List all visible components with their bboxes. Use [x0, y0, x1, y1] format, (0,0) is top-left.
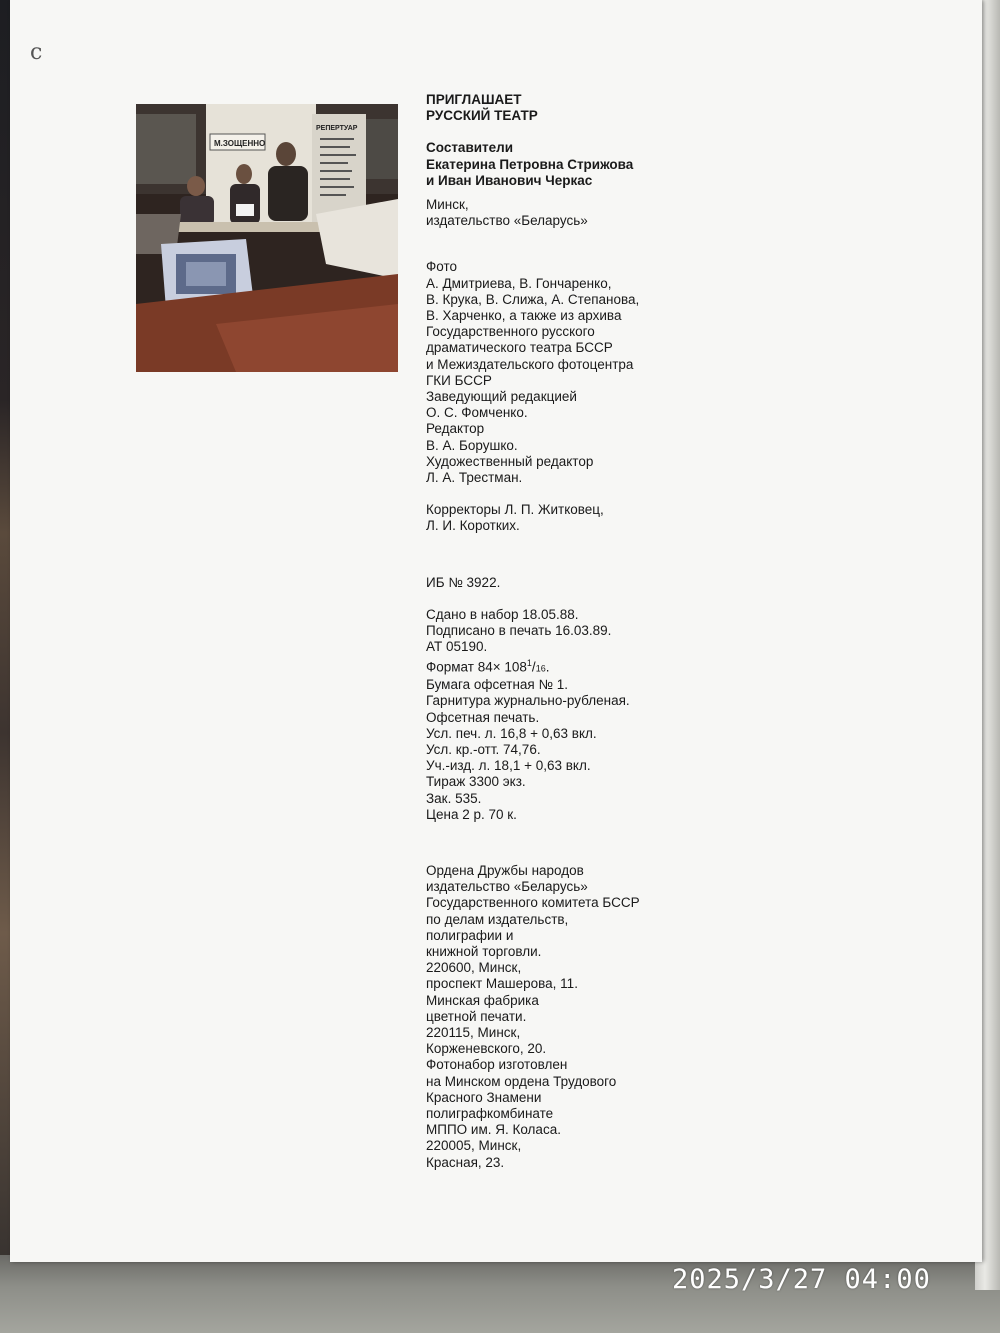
credit-line: В. Харченко, а также из архива: [426, 308, 622, 324]
format-slash: /: [531, 659, 536, 675]
credit-line: А. Дмитриева, В. Гончаренко,: [426, 275, 612, 291]
ib-number: ИБ № 3922.: [426, 574, 501, 590]
imprint-line: проспект Машерова, 11.: [426, 976, 578, 992]
compilers-heading: Составители: [426, 140, 514, 156]
format-sup: 1: [526, 658, 532, 669]
format-sub: 16: [535, 663, 546, 674]
spec-line: АТ 05190.: [426, 639, 488, 655]
spec-line: Тираж 3300 экз.: [426, 774, 526, 790]
imprint-line: издательство «Беларусь»: [426, 879, 588, 895]
format-times: ×: [492, 659, 501, 675]
publisher-city: Минск,: [426, 197, 469, 213]
credit-line: Л. А. Трестман.: [426, 470, 523, 486]
imprint-line: Минская фабрика: [426, 992, 539, 1008]
photo-timestamp: 2025/3/27 04:00: [672, 1264, 931, 1295]
imprint-line: Ордена Дружбы народов: [426, 863, 584, 879]
imprint-line: Красная, 23.: [426, 1154, 505, 1170]
sign-right-text: РЕПЕРТУАР: [316, 125, 358, 132]
spec-line: Офсетная печать.: [426, 709, 540, 725]
title-line: ПРИГЛАШАЕТ: [426, 92, 522, 107]
credit-line: и Межиздательского фотоцентра: [426, 356, 634, 372]
compiler-name: Екатерина Петровна Стрижова: [426, 156, 634, 172]
spec-line: Гарнитура журнально-рубленая.: [426, 693, 630, 709]
sign-left-text: М.ЗОЩЕННО: [214, 139, 266, 148]
credit-line: В. А. Борушко.: [426, 437, 518, 453]
print-specs-block: [426, 607, 746, 823]
imprint-line: цветной печати.: [426, 1008, 527, 1024]
imprint-line: полиграфкомбинате: [426, 1106, 554, 1122]
publisher-name: издательство «Беларусь»: [426, 213, 588, 229]
theatre-photo: [136, 104, 398, 372]
credit-line: Заведующий редакцией: [426, 389, 577, 405]
credit-line: драматического театра БССР: [426, 340, 613, 356]
credit-line: Государственного русского: [426, 324, 595, 340]
format-line: [426, 655, 746, 677]
imprint-line: Государственного комитета БССР: [426, 895, 640, 911]
compilers-block: [426, 140, 746, 189]
handwritten-mark: с: [30, 40, 43, 65]
book-title: [426, 92, 746, 124]
spec-line: Сдано в набор 18.05.88.: [426, 606, 579, 622]
credit-line: В. Крука, В. Слижа, А. Степанова,: [426, 291, 640, 307]
imprint-line: 220115, Минск,: [426, 1025, 521, 1041]
imprint-line: по делам издательств,: [426, 911, 569, 927]
spec-line: Подписано в печать 16.03.89.: [426, 623, 612, 639]
correctors-block: [426, 502, 746, 534]
publisher-block: [426, 197, 746, 229]
corrector-line: Л. И. Коротких.: [426, 518, 520, 534]
credit-line: Фото: [426, 259, 458, 275]
imprint-line: МППО им. Я. Коласа.: [426, 1122, 561, 1138]
imprint-line: 220005, Минск,: [426, 1138, 522, 1154]
imprint-line: на Минском ордена Трудового: [426, 1073, 617, 1089]
format-main: 108: [500, 659, 527, 675]
spec-line: Цена 2 р. 70 к.: [426, 806, 517, 822]
spec-line: Зак. 535.: [426, 790, 482, 806]
imprint-line: книжной торговли.: [426, 944, 542, 960]
imprint-line: 220600, Минск,: [426, 960, 522, 976]
imprint-text: [426, 92, 746, 1171]
compiler-name: и Иван Иванович Черкас: [426, 172, 593, 188]
spec-line: Усл. печ. л. 16,8 + 0,63 вкл.: [426, 725, 597, 741]
imprint-line: полиграфии и: [426, 927, 514, 943]
theatre-photo-image: [136, 104, 398, 372]
spec-line: Уч.-изд. л. 18,1 + 0,63 вкл.: [426, 758, 591, 774]
credits-block: [426, 259, 746, 486]
title-line: РУССКИЙ ТЕАТР: [426, 108, 538, 124]
credit-line: Художественный редактор: [426, 453, 594, 469]
spec-line: Бумага офсетная № 1.: [426, 677, 568, 693]
imprint-block: [426, 863, 746, 1171]
credit-line: ГКИ БССР: [426, 372, 492, 388]
imprint-line: Фотонабор изготовлен: [426, 1057, 568, 1073]
corrector-line: Корректоры Л. П. Житковец,: [426, 502, 604, 518]
credit-line: О. С. Фомченко.: [426, 405, 528, 421]
imprint-line: Красного Знамени: [426, 1089, 542, 1105]
spec-line: Усл. кр.-отт. 74,76.: [426, 742, 541, 757]
format-end: .: [545, 659, 550, 675]
format-prefix: Формат 84: [426, 659, 493, 675]
credit-line: Редактор: [426, 421, 485, 437]
imprint-line: Корженевского, 20.: [426, 1041, 547, 1057]
